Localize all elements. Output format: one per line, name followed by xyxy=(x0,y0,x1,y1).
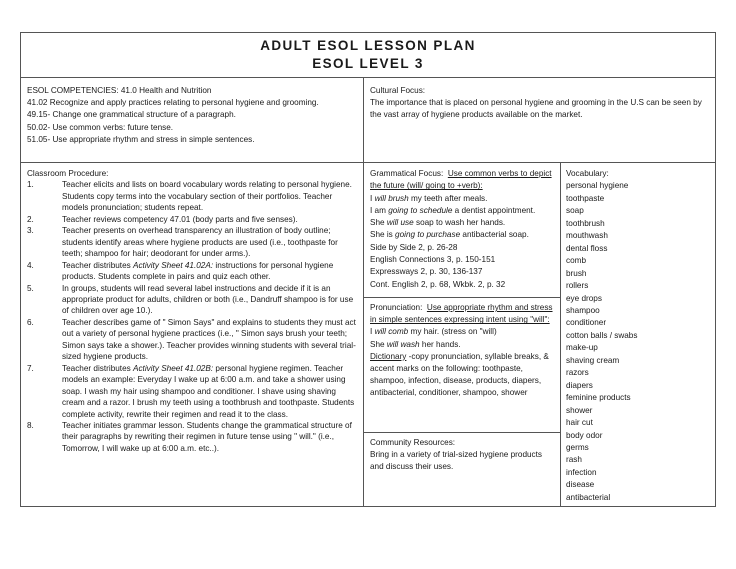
vocabulary-word: toothbrush xyxy=(566,218,605,228)
procedure-step: 2. Teacher reviews competency 47.01 (body parts and five senses). xyxy=(27,214,298,224)
grammar-cell xyxy=(364,168,560,291)
grammar-focus: Use common verbs to depict the future (will/ going to +verb): xyxy=(370,169,552,191)
dictionary-label: Dictionary xyxy=(370,351,407,361)
competency-item: 50.02- Use common verbs: future tense. xyxy=(27,122,174,132)
grammar-reference: English Connections 3, p. 150-151 xyxy=(370,255,496,265)
vocabulary-heading: Vocabulary: xyxy=(566,169,609,178)
grammar-example: She will use soap to wash her hands. xyxy=(370,218,506,228)
vocabulary-word: germs xyxy=(566,442,589,452)
grammar-example: I am going to schedule a dentist appointment. xyxy=(370,205,536,215)
competencies-cell xyxy=(21,85,363,146)
vocabulary-word: conditioner xyxy=(566,318,607,328)
community-cell xyxy=(364,437,560,474)
vocabulary-word: soap xyxy=(566,206,584,216)
divider-grammar-pron xyxy=(364,297,560,298)
vocabulary-word: cotton balls / swabs xyxy=(566,330,638,340)
cultural-focus-cell xyxy=(364,85,715,122)
procedure-list xyxy=(27,179,358,454)
procedure-step: 3. Teacher presents on overhead transparency an illustration of body outline; students identify areas where hygiene products are used (i.e., toothpaste for teeth; shampoo for hair; deodorant for under arms.). xyxy=(27,226,338,259)
vocabulary-word: hair cut xyxy=(566,418,593,428)
community-text: Bring in a variety of trial-sized hygiene products and discuss their uses. xyxy=(370,450,543,472)
competency-item: 41.02 Recognize and apply practices relating to personal hygiene and grooming. xyxy=(27,98,319,108)
vocabulary-word: make-up xyxy=(566,343,598,353)
competencies-heading: ESOL COMPETENCIES: 41.0 Health and Nutrition xyxy=(27,86,212,95)
competency-item: 51.05- Use appropriate rhythm and stress in simple sentences. xyxy=(27,134,255,144)
vocabulary-word: disease xyxy=(566,480,595,490)
vocabulary-word: shower xyxy=(566,405,593,415)
vocabulary-word: shaving cream xyxy=(566,355,620,365)
dictionary-activity: Dictionary -copy pronunciation, syllable breaks, & accent marks on the following: toothpaste, shampoo, infection, disease, products, diapers, antibacterial, conditioner, shampoo, shower xyxy=(370,351,549,398)
vocabulary-cell xyxy=(561,168,715,504)
activity-sheet-ref: Activity Sheet 41.02A: xyxy=(133,260,214,270)
pronunciation-label: Pronunciation: xyxy=(370,303,423,312)
vocabulary-word: infection xyxy=(566,467,597,477)
community-heading: Community Resources: xyxy=(370,438,456,447)
vocabulary-word: eye drops xyxy=(566,293,602,303)
grammar-reference: Side by Side 2, p. 26-28 xyxy=(370,242,458,252)
vocabulary-word: feminine products xyxy=(566,393,631,403)
vocabulary-word: mouthwash xyxy=(566,231,608,241)
level-title: ESOL LEVEL 3 xyxy=(312,56,424,71)
pronunciation-example: I will comb my hair. (stress on "will) xyxy=(370,327,497,337)
grammar-example: She is going to purchase antibacterial soap. xyxy=(370,230,529,240)
vocabulary-word: personal hygiene xyxy=(566,181,629,191)
title-box xyxy=(21,33,715,78)
procedure-step: 5. In groups, students will read several label instructions and decide if it is an appropriate product for adults, children or both (i.e., Dandruff shampoo is for use of children over age 10.). xyxy=(27,283,354,316)
vocabulary-word: rash xyxy=(566,455,582,465)
vocabulary-word: shampoo xyxy=(566,305,600,315)
procedure-step: 6. Teacher describes game of " Simon Says" and explains to students they must act out a variety of personal hygiene practices (i.e., " Simon says brush your teeth; Simon says take a shower.). Teacher provides winning students with several trial-sized hygiene products. xyxy=(27,317,356,362)
pronunciation-focus: Use appropriate rhythm and stress in simple sentences expressing intent using "will": xyxy=(370,303,553,325)
lesson-plan-sheet xyxy=(20,32,716,507)
vocabulary-word: toothpaste xyxy=(566,193,605,203)
procedure-step: 8. Teacher initiates grammar lesson. Students change the grammatical structure of their paragraphs by rewriting their regimen in future tense using " will." (i.e., Tomorrow, I will wake up at 6:00 a.m. etc..). xyxy=(27,420,352,453)
grammar-reference: Cont. English 2, p. 68, Wkbk. 2, p. 32 xyxy=(370,279,506,289)
divider-pron-community xyxy=(364,432,560,433)
procedure-step: 1. Teacher elicits and lists on board vocabulary words relating to personal hygiene. Students copy terms into the vocabulary section of their portfolios. Teacher models pronunciation; students repeat. xyxy=(27,180,352,213)
vocabulary-word: brush xyxy=(566,268,587,278)
vocabulary-word: razors xyxy=(566,368,589,378)
plan-title: ADULT ESOL LESSON PLAN xyxy=(260,38,476,53)
vocabulary-word: rollers xyxy=(566,281,589,291)
vocabulary-word: body odor xyxy=(566,430,603,440)
vocabulary-word: diapers xyxy=(566,380,593,390)
grammar-reference: Expressways 2, p. 30, 136-137 xyxy=(370,267,483,277)
procedure-cell xyxy=(21,168,363,454)
vocabulary-word: comb xyxy=(566,256,587,266)
procedure-heading: Classroom Procedure: xyxy=(27,169,109,178)
competency-item: 49.15- Change one grammatical structure of a paragraph. xyxy=(27,110,236,120)
pronunciation-cell xyxy=(364,302,560,400)
pronunciation-example: She will wash her hands. xyxy=(370,339,461,349)
grammar-example: I will brush my teeth after meals. xyxy=(370,193,488,203)
vocabulary-word: dental floss xyxy=(566,243,608,253)
grammar-label: Grammatical Focus: xyxy=(370,169,444,178)
vocabulary-word: antibacterial xyxy=(566,492,611,502)
procedure-step: 4. Teacher distributes Activity Sheet 41.02A: instructions for personal hygiene products. Students complete in pairs and quiz each other. xyxy=(27,260,334,282)
cultural-focus-text: The importance that is placed on personal hygiene and grooming in the U.S can be seen by the vast array of hygiene products available on the market. xyxy=(370,98,702,120)
procedure-step: 7. Teacher distributes Activity Sheet 41.02B: personal hygiene regimen. Teacher models an example: Everyday I wake up at 6:00 a.m. and take a shower using soap. I wash my hair using shampoo and conditioner. I shave using shaving cream and a razor. I brush my teeth using a toothbrush and toothpaste. Students complete activity, rewrite their regimen and read it to the class. xyxy=(27,363,355,419)
activity-sheet-ref: Activity Sheet 41.02B: xyxy=(133,363,214,373)
vocabulary-list xyxy=(566,180,715,504)
divider-row-1 xyxy=(21,162,715,163)
cultural-focus-heading: Cultural Focus: xyxy=(370,86,426,95)
